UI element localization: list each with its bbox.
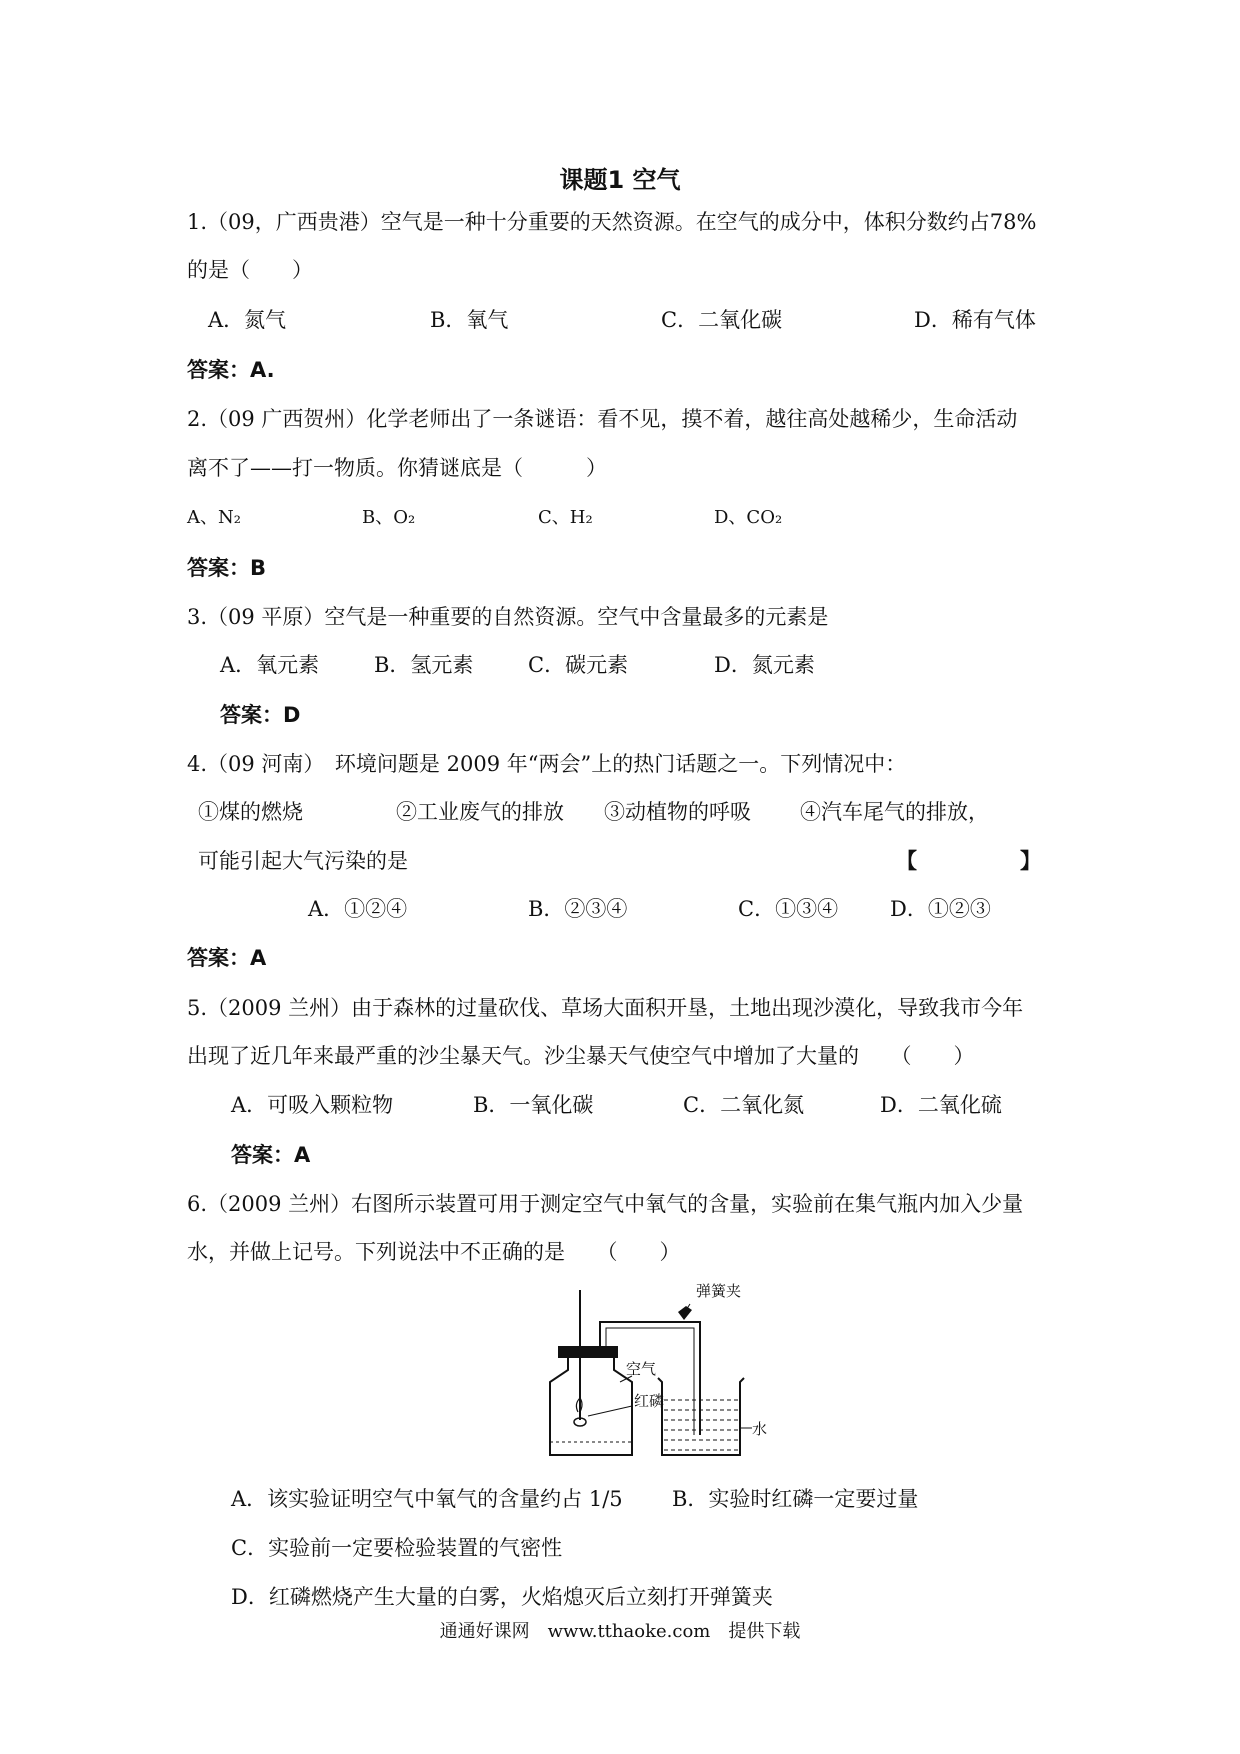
q4-item-3: ③动植物的呼吸 [604,800,751,824]
bottle-stopper [558,1346,618,1358]
q1-stem-line2: 的是（ ） [187,258,313,282]
q3-answer: 答案：D [220,703,301,727]
q4-answer: 答案：A [187,946,267,970]
q2-stem-line1: 2.（09 广西贺州）化学老师出了一条谜语：看不见，摸不着，越往高处越稀少，生命活动 [187,407,1018,431]
q3-option-a: A．氧元素 [220,653,320,677]
q5-stem-line2: 出现了近几年来最严重的沙尘暴天气。沙尘暴天气使空气中增加了大量的 （ ） [187,1044,975,1068]
q6-stem-line1: 6.（2009 兰州）右图所示装置可用于测定空气中氧气的含量，实验前在集气瓶内加入少量 [187,1192,1024,1216]
q6-option-a: A．该实验证明空气中氧气的含量约占 1/5 [231,1487,623,1511]
q1-answer: 答案：A. [187,358,275,382]
q1-option-d: D．稀有气体 [914,308,1036,332]
figure-label-water: 水 [752,1420,768,1438]
q2-option-c: C、H₂ [538,507,593,528]
q3-stem: 3.（09 平原）空气是一种重要的自然资源。空气中含量最多的元素是 [187,605,829,629]
q5-option-c: C．二氧化氮 [683,1093,805,1117]
q2-answer: 答案：B [187,556,267,580]
q6-option-d: D．红磷燃烧产生大量的白雾，火焰熄灭后立刻打开弹簧夹 [231,1585,773,1609]
q3-option-b: B．氢元素 [374,653,474,677]
spring-clip-icon [678,1306,692,1320]
q1-option-b: B．氧气 [430,308,509,332]
q4-stem: 4.（09 河南） 环境问题是 2009 年“两会”上的热门话题之一。下列情况中： [187,752,907,776]
q1-option-a: A．氮气 [208,308,287,332]
q5-stem-line1: 5.（2009 兰州）由于森林的过量砍伐、草场大面积开垦，土地出现沙漠化，导致我市今年 [187,996,1024,1020]
q2-option-d: D、CO₂ [714,507,783,528]
q4-bracket-left: 【 [896,848,917,873]
page-footer: 通通好课网 www.tthaoke.com 提供下载 [439,1621,801,1642]
q1-stem-line1: 1.（09，广西贵港）空气是一种十分重要的天然资源。在空气的成分中，体积分数约占78% [187,210,1037,234]
q5-option-a: A．可吸入颗粒物 [231,1093,394,1117]
q6-stem-line2: 水，并做上记号。下列说法中不正确的是 （ ） [187,1240,681,1264]
oxygen-experiment-figure [540,1280,800,1465]
q2-option-b: B、O₂ [362,507,416,528]
figure-label-phosphorus: 红磷 [634,1392,665,1410]
q4-stem-line3: 可能引起大气污染的是 [198,849,408,873]
q4-option-a: A．①②④ [308,897,408,921]
q4-option-d: D．①②③ [890,897,991,921]
q5-option-b: B．一氧化碳 [473,1093,594,1117]
q4-option-b: B．②③④ [528,897,628,921]
q5-option-d: D．二氧化硫 [880,1093,1002,1117]
q3-option-d: D．氮元素 [714,653,815,677]
q6-option-b: B．实验时红磷一定要过量 [672,1487,919,1511]
q1-option-c: C．二氧化碳 [661,308,783,332]
figure-label-clip: 弹簧夹 [696,1282,742,1300]
q4-item-4: ④汽车尾气的排放， [800,800,989,824]
q5-answer: 答案：A [231,1143,311,1167]
page-title: 课题1 空气 [559,166,681,194]
q3-option-c: C．碳元素 [528,653,629,677]
gas-bottle [550,1358,632,1455]
q4-item-2: ②工业废气的排放 [396,800,564,824]
q2-option-a: A、N₂ [187,507,241,528]
q4-bracket-right: 】 [1020,848,1041,873]
figure-label-air: 空气 [626,1360,657,1378]
q2-stem-line2: 离不了——打一物质。你猜谜底是（ ） [187,456,607,480]
q6-option-c: C．实验前一定要检验装置的气密性 [231,1536,563,1560]
q4-option-c: C．①③④ [738,897,839,921]
q4-item-1: ①煤的燃烧 [198,800,303,824]
